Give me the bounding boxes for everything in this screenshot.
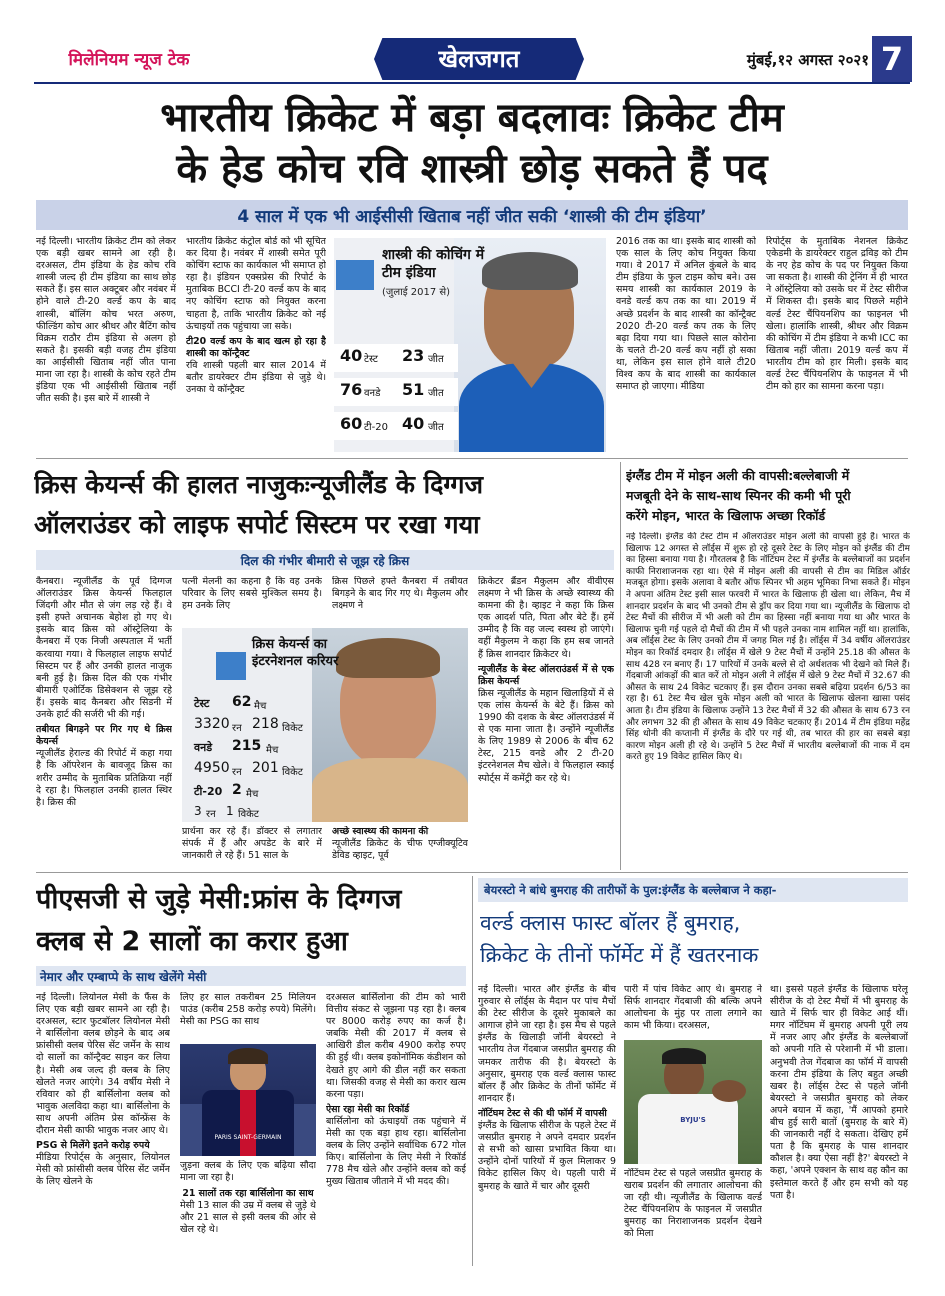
story5-col1	[478, 984, 616, 1264]
masthead	[34, 36, 910, 82]
shastri-infobox	[334, 238, 606, 452]
format-odi-runs-label: रन	[232, 767, 242, 778]
story2-headline-line1: क्रिस केयर्न्स की हालत नाजुकःन्यूजीलैंड के दिग्गज	[34, 470, 484, 499]
story4-headline-line1: पीएसजी से जुड़े मेसी:फ्रांस के दिग्गज	[36, 884, 402, 915]
bumrah-photo	[624, 1040, 762, 1164]
story2-col4-text-b: क्रिस न्यूजीलैंड के महान खिलाड़ियों में से एक लांस केयर्न्स के बेटे हैं। क्रिस को 1990 की दशक के बेस्ट ऑलराउंडर्स में से एक माना जाता है। उन्होंने न्यूजीलैंड के लिए 1989 से 2006 के बीच 62 टेस्ट, 215 वनडे और 2 टी-20 इंटरनेशनल मैच खेले। वे फिलहाल स्काई स्पोर्ट्स में कमेंट्री कर रहे थे।	[478, 687, 614, 784]
messi-photo	[180, 1044, 316, 1156]
story4-col1-text-a: नई दिल्ली। लियोनल मेसी के फैंस के लिए एक बड़ी खबर सामने आ रही है। दरअसल, स्टार फुटबॉलर लियोनल मेसी ने बार्सिलोना क्लब छोड़ने के बाद अब फ्रांसीसी क्लब पेरिस सेंट जर्मेन के साथ दो सालों का कॉन्ट्रैक्ट साइन कर लिया है। मेसी अब जल्द ही क्लब के लिए खेलते नजर आएंगे। 34 वर्षीय मेसी ने रविवार को ही बार्सिलोना क्लब को भावुक अलविदा कहा था। बार्सिलोना के साथ अपनी अंतिम प्रेस कॉन्फ्रेंस के दौरान मेसी काफी भावुक नजर आए थे।	[36, 992, 170, 1137]
divider	[36, 872, 908, 873]
story1-col1: नई दिल्ली। भारतीय क्रिकेट टीम को लेकर एक बड़ी खबर सामने आ रही है। दरअसल, टीम इंडिया के हेड कोच रवि शास्त्री जल्द ही टीम इंडिया का साथ छोड़ सकते हैं। इस साल अक्टूबर और नवंबर में होने वाले टी-20 वर्ल्ड कप के बाद शास्त्री, बॉलिंग कोच भरत अरुण, फील्डिंग कोच आर श्रीधर और बैटिंग कोच विक्रम राठौर टीम इंडिया से अलग हो सकते है। इसकी बड़ी वजह टीम इंडिया का आईसीसी खिताब नहीं जीत पाना माना जा रहा है। शास्त्री के कोच रहते टीम इंडिया एक भी आईसीसी खिताब नहीं जीत सकी है। इस बारे में शास्त्री ने	[36, 236, 176, 405]
story2-col3-bottom	[332, 826, 468, 866]
cairns-infobox-title: क्रिस केयर्न्स का इंटरनेशनल करियर	[252, 637, 339, 669]
stat-odis-played: 76	[340, 380, 363, 399]
story2-col1-subhead: तबीयत बिगड़ने पर गिर गए थे क्रिस केयर्न्स	[36, 724, 172, 748]
format-test-wkts: 218	[252, 716, 279, 732]
page-number: 7	[880, 40, 904, 78]
story5-col2-bottom: नॉटिंघम टेस्ट से पहले जसप्रीत बुमराह के खराब प्रदर्शन की लगातार आलोचना की जा रही थी। न्यूजीलैंड के खिलाफ वर्ल्ड टेस्ट चैंपियनशिप के फाइनल में जसप्रीत बुमराह का निराशाजनक प्रदर्शन देखने को मिला	[624, 1168, 762, 1240]
story2-col4-subhead: न्यूजीलैंड के बेस्ट ऑलराउंडर्स में से एक क्रिस केयर्न्स	[478, 663, 614, 687]
story4-col2-bottom	[180, 1160, 316, 1264]
story1-col4: रिपोर्ट्स के मुताबिक नेशनल क्रिकेट एकेडमी के डायरेक्टर राहुल द्रविड़ को टीम के नए हेड कोच के पद पर नियुक्त किया जा सकता है। शास्त्री की ट्रेनिंग में ही भारत ने ऑस्ट्रेलिया को उसके घर में टेस्ट सीरीज में शिकस्त दी। इसके बाद पिछले महीने वर्ल्ड टेस्ट चैंपियनशिप का फाइनल भी खेला। हालांकि शास्त्री, श्रीधर और विक्रम की कोचिंग में टीम इंडिया ने कभी ICC का खिताब नहीं जीता। 2019 वर्ल्ड कप में भारतीय टीम को हार मिली। इसके बाद वर्ल्ड टेस्ट चैंपियनशिप के फाइनल में भी टीम को हार का सामना करना पड़ा।	[766, 236, 908, 393]
vertical-divider	[620, 462, 621, 870]
brand-name: मिलेनियम न्यूज टेक	[68, 50, 190, 70]
story4-col3-subhead: ऐसा रहा मेसी का रिकॉर्ड	[326, 1103, 410, 1115]
shastri-infobox-sub: (जुलाई 2017 से)	[382, 287, 451, 298]
stat-odis-label: वनडे	[364, 388, 381, 399]
stat-tests-label: टेस्ट	[364, 354, 378, 365]
story1-headline-line2: के हेड कोच रवि शास्त्री छोड़ सकते हैं पद	[176, 146, 768, 192]
story4-col2-text-b: जुड़ना क्लब के लिए एक बढ़िया सौदा माना जा रहा है।	[180, 1160, 316, 1184]
stat-t20s-won-label: जीत	[428, 422, 444, 433]
story3-headline-line2: मजबूती देने के साथ-साथ स्पिनर की कमी भी पूरी	[626, 488, 851, 503]
format-odi-matches: 215	[232, 738, 262, 754]
dateline: मुंबई,१२ अगस्त २०२१	[746, 51, 869, 69]
format-t20-matches: 2	[232, 782, 242, 798]
story4-col1	[36, 992, 170, 1264]
story5-col2-top: पारी में पांच विकेट आए थे। बुमराह ने सिर्फ शानदार गेंदबाजी की बल्कि अपने आलोचना के मुंह पर ताला लगाने का काम भी किया। दरअसल,	[624, 984, 762, 1032]
story4-col1-text-b: मीडिया रिपोर्ट्स के अनुसार, लियोनल मेसी को फ्रांसीसी क्लब पेरिस सेंट जर्मेन के लिए खेलने के	[36, 1152, 170, 1188]
format-odi-name: वनडे	[194, 741, 213, 754]
masthead-rule	[34, 82, 910, 84]
story1-col2	[186, 236, 326, 454]
story2-col1-text-a: कैनबरा। न्यूजीलैंड के पूर्व दिग्गज ऑलराउंडर क्रिस केयर्न्स फिलहाल जिंदगी और मौत से जंग लड़ रहे हैं। वे इसी हफ्ते अचानक बेहोश हो गए थे। इसके बाद क्रिस को ऑस्ट्रेलिया के कैनबरा में एक निजी अस्पताल में भर्ती करवाया गया। वे फिलहाल लाइफ सपोर्ट सिस्टम पर हैं और उनकी हालत नाजुक बनी हुई है। क्रिस दिल की एक गंभीर बीमारी एओर्टिक डिसेक्शन से जूझ रहे हैं। इसके बाद कैनबरा और सिडनी में उनके हार्ट की सर्जरी भी की गई।	[36, 576, 172, 721]
format-t20-matches-label: मैच	[246, 789, 259, 800]
format-t20-wkts-label: विकेट	[238, 809, 259, 820]
section-title: खेलजगत	[438, 45, 520, 73]
story4-col2-subhead: 21 सालों तक रहा बार्सिलोना का साथ	[182, 1188, 314, 1200]
story5-kicker: बेयरस्टो ने बांधे बुमराह की तारीफों के पुल:इंग्लैंड के बल्लेबाज ने कहा-	[484, 882, 777, 897]
story2-col4-text-a: क्रिकेटर ब्रैंडन मैकुलम और वीवीएस लक्ष्मण ने भी क्रिस के अच्छे स्वास्थ्य की कामना की है। व्हाइट ने कहा कि क्रिस एक आदर्श पति, पिता और बेटे हैं। हमें उम्मीद है कि वह जल्द स्वस्थ हो जाएंगे। वहीं मैकुलम ने कहा कि हम सब जानते हैं क्रिस शानदार क्रिकेटर थे।	[478, 576, 614, 660]
stat-tests-won-label: जीत	[428, 354, 444, 365]
format-odi-runs: 4950	[194, 760, 230, 776]
story2-col2-top: पत्नी मेलनी का कहना है कि वह उनके परिवार के लिए सबसे मुश्किल समय है। हम उनके लिए	[182, 576, 322, 612]
stat-t20s-label: टी-20	[364, 422, 388, 433]
story5-col1-text-b: इंग्लैंड के खिलाफ सीरीज के पहले टेस्ट में जसप्रीत बुमराह ने अपने दमदार प्रदर्शन से सभी को खासा प्रभावित किया था। उन्होंने दोनों पारियों में कुल मिलाकर 9 विकेट हासिल किए थे। पहली पारी में बुमराह के खाते में चार और दूसरी	[478, 1120, 616, 1192]
stat-tests-won: 23	[402, 346, 425, 365]
story5-headline-line2: क्रिकेट के तीनों फॉर्मेट में हैं खतरनाक	[480, 943, 759, 967]
vertical-divider	[472, 876, 473, 1266]
cairns-photo-caption: अच्छे स्वास्थ्य की कामना की	[332, 826, 429, 837]
story1-subhead: 4 साल में एक भी आईसीसी खिताब नहीं जीत सकी ‘शास्त्री की टीम इंडिया’	[237, 206, 707, 227]
story2-subhead: दिल की गंभीर बीमारी से जूझ रहे क्रिस	[240, 553, 410, 568]
story1-col3: 2016 तक का था। इसके बाद शास्त्री को एक साल के लिए कोच नियुक्त किया गया। वे 2017 में अनिल कुंबले के बाद टीम इंडिया के फुल टाइम कोच बने। उस समय शास्त्री का कार्यकाल 2019 के वनडे वर्ल्ड कप तक का था। 2019 में अच्छे प्रदर्शन के बाद शास्त्री का कॉन्ट्रैक्ट 2020 टी-20 वर्ल्ड कप तक के लिए बढ़ा दिया गया था। पिछले साल कोरोना के चलते टी-20 वर्ल्ड कप नहीं हो सका था, लेकिन इस साल होने वाले टी20 विश्व कप के बाद शास्त्री का कार्यकाल समाप्त हो जाएगा। मीडिया	[616, 236, 756, 393]
divider	[36, 458, 908, 459]
story2-col3-text-b: न्यूजीलैंड क्रिकेट के चीफ एग्जीक्यूटिव डेविड व्हाइट, पूर्व	[332, 838, 468, 862]
format-t20-runs-label: रन	[206, 809, 216, 820]
stat-t20s-played: 60	[340, 414, 363, 433]
story2-col2-bottom: प्रार्थना कर रहे हैं। डॉक्टर से लगातार संपर्क में हैं और अपडेट के बारे में जानकारी ले रहे हैं। 51 साल के	[182, 826, 322, 862]
story1-headline-line1: भारतीय क्रिकेट में बड़ा बदलावः क्रिकेट टीम	[160, 95, 784, 141]
story3-body: नई दिल्ली। इंग्लैंड की टेस्ट टीम में ऑलराउंडर मोइन अली की वापसी हुई है। भारत के खिलाफ 12 अगस्त से लॉर्ड्स में शुरू हो रहे दूसरे टेस्ट के लिए मोइन को इंग्लैंड की टीम का हिस्सा बनाया गया है। गौरतलब है कि नॉटिंघम टेस्ट में इंग्लैंड के बल्लेबाजों का प्रदर्शन काफी निराशाजनक रहा था। ऐसे में मोइन अली की वापसी से टीम का मिडिल ऑर्डर मजबूत होगा। इसके अलावा वे बतौर ऑफ स्पिनर भी अहम भूमिका निभा सकते हैं। मोइन ने अपना अंतिम टेस्ट इसी साल फरवरी में भारत के खिलाफ ही खेला था। लेकिन, मैच में शानदार प्रदर्शन के बाद भी उनको टीम से ड्रॉप कर दिया गया था। न्यूजीलैंड के खिलाफ दो टेस्ट मैचों की सीरीज में भी अली को टीम का हिस्सा नहीं बनाया गया था और भारत के खिलाफ चुनी गई पहले दो मैचों की टीम में भी पहले उनका नाम शामिल नहीं था। हालांकि, अब लॉर्ड्स टेस्ट के लिए उनको टीम में जगह मिल गई है। लॉर्ड्स में 34 वर्षीय ऑलराउंडर मोइन का रिकॉर्ड दमदार है। लॉर्ड्स में खेले 9 टेस्ट मैचों में उन्होंने 25.18 की औसत के साथ 428 रन बनाए हैं। 17 पारियों में उनके बल्ले से दो अर्धशतक भी देखने को मिले हैं। गेंदबाजी आंकड़ों की बात करें तो मोइन अली ने लॉर्ड्स में खेले 9 टेस्ट मैचों में 32.67 की औसत के साथ 24 विकेट चटकाए हैं। इस दौरान उनका सबसे बढ़िया प्रदर्शन 6/53 का रहा है। 61 टेस्ट मैच खेल चुके मोइन अली को भारत के खिलाफ खेलना खासा पसंद आता है। टीम इंडिया के खिलाफ उन्होंने 13 टेस्ट मैचों में 32 की औसत के साथ 673 रन और लगभग 32 की ही औसत के साथ 49 विकेट चटकाए हैं। 2014 में टीम इंडिया महेंद्र सिंह धोनी की कप्तानी में इंग्लैंड के दौरे पर गई थी, तब भारत की हार का सबसे बड़ा कारण मोइन अली ही रहे थे। उन्होंने 5 टेस्ट मैचों में भारतीय बल्लेबाजों की नाक में दम करते हुए 19 विकेट हासिल किए थे।	[626, 532, 910, 763]
stat-odis-won: 51	[402, 380, 425, 399]
story4-subhead: नेमार और एम्बाप्पे के साथ खेलेंगे मेसी	[40, 969, 207, 984]
stat-odis-won-label: जीत	[428, 388, 444, 399]
story5-kicker-band	[478, 878, 908, 902]
story2-subhead-band	[36, 550, 614, 570]
story5-col1-text-a: नई दिल्ली। भारत और इंग्लैंड के बीच गुरुवार से लॉर्ड्स के मैदान पर पांच मैचों की टेस्ट सीरीज के दूसरे मुकाबले का आगाज होने जा रहा है। इस मैच से पहले इंग्लैंड के खिलाड़ी जॉनी बेयरस्टो ने भारतीय तेज गेंदबाज जसप्रीत बुमराह की जमकर तारीफ की है। बेयरस्टो के अनुसार, बुमराह एक वर्ल्ड क्लास फास्ट बॉलर हैं और क्रिकेट के तीनों फॉर्मेट में शानदार हैं।	[478, 984, 616, 1104]
story2-col3-top: क्रिस पिछले हफ्ते कैनबरा में तबीयत बिगड़ने के बाद गिर गए थे। मैकुलम और लक्ष्मण ने	[332, 576, 468, 612]
story4-col3	[326, 992, 466, 1264]
story2-col4	[478, 576, 614, 866]
format-test-wkts-label: विकेट	[282, 723, 303, 734]
story5-col1-subhead: नॉटिंघम टेस्ट से की थी फॉर्म में वापसी	[478, 1107, 607, 1119]
jersey-text: PARIS SAINT-GERMAIN	[214, 1134, 282, 1141]
shirt-text: BYJU'S	[680, 1116, 706, 1124]
format-test-matches-label: मैच	[254, 701, 267, 712]
story4-col2-text-c: मेसी 13 साल की उम्र में क्लब से जुड़े थे और 21 साल से इसी क्लब की ओर से खेल रहे थे।	[180, 1200, 316, 1236]
format-t20-runs: 3	[194, 804, 202, 818]
story1-col2-text-b: रवि शास्त्री पहली बार साल 2014 में बतौर डायरेक्टर टीम इंडिया से जुड़े थे। उनका ये कॉन्ट्रैक्ट	[186, 359, 326, 396]
story3-headline-line3: करेंगे मोइन, भारत के खिलाफ अच्छा रिकॉर्ड	[626, 508, 826, 523]
format-odi-wkts: 201	[252, 760, 279, 776]
story4-col1-subhead: PSG से मिलेंगे इतने करोड़ रुपये	[36, 1140, 150, 1152]
stat-tests-played: 40	[340, 346, 363, 365]
story1-col2-subhead: टी20 वर्ल्ड कप के बाद खत्म हो रहा है शास्त्री का कॉन्ट्रैक्ट	[186, 335, 326, 359]
format-test-runs-label: रन	[232, 723, 242, 734]
story4-subhead-band	[36, 966, 466, 986]
story3-headline-line1: इंग्लैंड टीम में मोइन अली की वापसी:बल्लेबाजी में	[626, 468, 850, 483]
story1-subhead-band	[36, 200, 908, 230]
format-test-runs: 3320	[194, 716, 230, 732]
story4-headline-line2: क्लब से 2 सालों का करार हुआ	[36, 926, 348, 957]
shastri-infobox-title: शास्त्री की कोचिंग में टीम इंडिया	[382, 247, 485, 281]
format-odi-wkts-label: विकेट	[282, 767, 303, 778]
format-odi-matches-label: मैच	[266, 745, 279, 756]
format-test-name: टेस्ट	[194, 697, 210, 710]
story4-col3-text-a: दरअसल बार्सिलोना की टीम को भारी वित्तीय संकट से जूझना पड़ रहा है। क्लब पर 8000 करोड़ रुपए का कर्ज है। जबकि मेसी की 2017 में क्लब से आखिरी डील करीब 4900 करोड़ रुपए की हुई थी। क्लब इकोनॉमिक कंडीशन को देखते हुए आगे की डील नहीं कर सकता था। जिसकी वजह से मेसी का करार खत्म करना पड़ा।	[326, 992, 466, 1100]
format-test-matches: 62	[232, 694, 252, 710]
format-t20-wkts: 1	[226, 804, 234, 818]
story5-col3: था। इससे पहले इंग्लैंड के खिलाफ घरेलू सीरीज के दो टेस्ट मैचों में भी बुमराह के खाते में सिर्फ चार ही विकेट आई थीं। मगर नॉटिंघम में बुमराह अपनी पूरी लय में नजर आए और इंग्लैंड के बल्लेबाजों को अपनी गति से परेशानी में भी डाला। अनुभवी तेज गेंदबाज का फॉर्म में वापसी करना टीम इंडिया के लिए बहुत अच्छी खबर है। लॉर्ड्स टेस्ट से पहले जॉनी बेयरस्टो ने जसप्रीत बुमराह को लेकर अपने बयान में कहा, 'मैं आपको हमारे बीच हुई सारी बातों (बुमराह के बारे में) की जानकारी नहीं दे सकता। देखिए हमें पता है कि बुमराह के पास शानदार कौशल है। क्या ऐसा नहीं है?' बेयरस्टो ने कहा, 'अपने एक्शन के साथ वह कौन का इस्तेमाल करते हैं और हम सभी को यह पता है।	[770, 984, 908, 1201]
story2-headline-line2: ऑलराउंडर को लाइफ सपोर्ट सिस्टम पर रखा गया	[34, 510, 480, 539]
stat-t20s-won: 40	[402, 414, 425, 433]
story4-col2-top: लिए हर साल तकरीबन 25 मिलियन पाउंड (करीब 258 करोड़ रुपये) मिलेंगे। मेसी का PSG का साथ	[180, 992, 316, 1028]
format-t20-name: टी-20	[194, 785, 223, 798]
story1-col2-text-a: भारतीय क्रिकेट कंट्रोल बोर्ड को भी सूचित कर दिया है। नवंबर में शास्त्री समेत पूरी कोचिंग स्टाफ का कार्यकाल भी समाप्त हो रहा है। इंडियन एक्सप्रेस की रिपोर्ट के मुताबिक BCCI टी-20 वर्ल्ड कप के बाद नए कोचिंग स्टाफ को नियुक्त करना चाहता है, ताकि भारतीय क्रिकेट को नई ऊंचाइयों तक पहुंचाया जा सके।	[186, 236, 326, 332]
cairns-infobox	[182, 628, 468, 822]
story5-headline-line1: वर्ल्ड क्लास फास्ट बॉलर हैं बुमराह,	[480, 911, 741, 935]
story4-col3-text-b: बार्सिलोना को ऊंचाइयों तक पहुंचाने में मेसी का एक बड़ा हाथ रहा। बार्सिलोना क्लब के लिए उन्होंने सर्वाधिक 672 गोल किए। बार्सिलोना के लिए मेसी ने रिकॉर्ड 778 मैच खेले और उन्होंने क्लब को कई मुख्य खिताब जीताने में भी मदद की।	[326, 1115, 466, 1188]
story2-col1	[36, 576, 172, 866]
story2-col1-text-b: न्यूजीलैंड हेराल्ड की रिपोर्ट में कहा गया है कि ऑपरेशन के बावजूद क्रिस का शरीर उम्मीद के मुताबिक प्रतिक्रिया नहीं दे रहा है। फिलहाल उनकी हालत स्थिर है। क्रिस की	[36, 748, 172, 808]
